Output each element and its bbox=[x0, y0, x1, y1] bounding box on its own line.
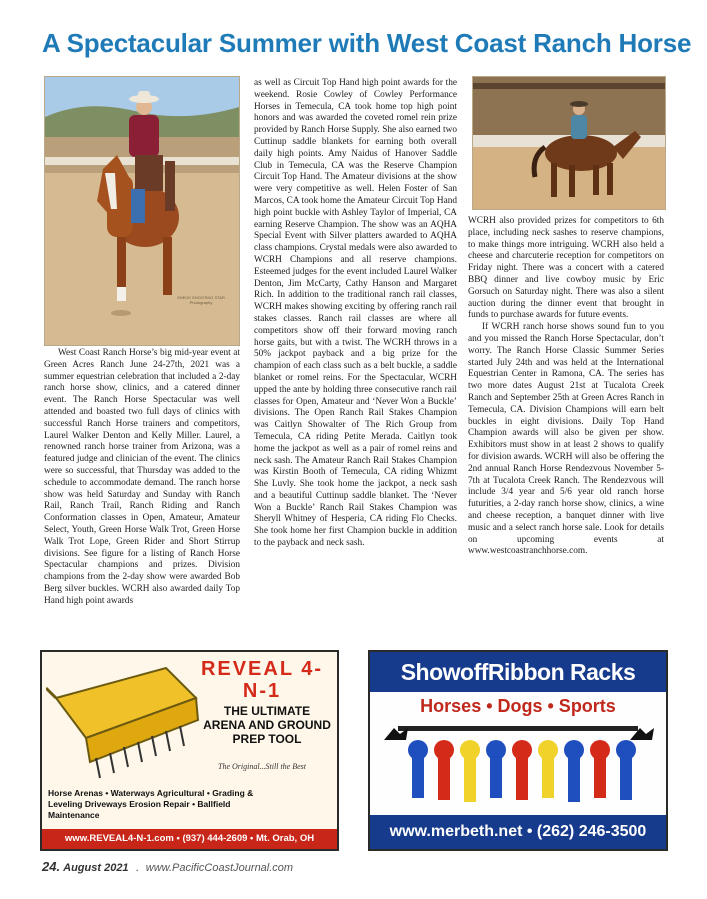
reveal-contact-link[interactable]: www.REVEAL4-N-1.com • (937) 444-2609 • Mt. Orab, OH bbox=[42, 829, 337, 849]
article-column-3 bbox=[468, 216, 664, 558]
reveal-services: Horse Arenas • Waterways Agricultural • Grading & Leveling Driveways Erosion Repair • Ballfield Maintenance bbox=[48, 788, 254, 820]
reveal-slogan: The Original...Still the Best bbox=[218, 762, 306, 771]
ribbon-rack-illustration bbox=[378, 720, 658, 812]
arena-photo bbox=[472, 76, 666, 210]
website-link[interactable]: www.PacificCoastJournal.com bbox=[145, 862, 294, 874]
showoff-subtitle: Horses • Dogs • Sports bbox=[420, 696, 616, 716]
reveal-tagline: THE ULTIMATE ARENA AND GROUND PREP TOOL bbox=[203, 704, 331, 746]
body-paragraph: West Coast Ranch Horse’s big mid-year event at Green Acres Ranch June 24-27th, 2021 was a summer equestrian celebration that included a 2-day ranch horse show, clinics, and a catered dinner event. The Ranch Horse Spectacular was well attended and boasted two full days of clinics with successful Ranch Horse trainers and competitors, Laurel Walker Denton and Kelly Miller. Laurel, a renowned ranch horse trainer from Arizona, was a featured judge and clinician of the event. The clinics were so successful, that Thursday was added to the schedule to accommodate demand. The ranch horse show was held Saturday and Sunday with Ranch Rail, Ranch Trail, Ranch Riding and Ranch Conformation classes in Open, Amateur, Amateur Select, Youth, Green Horse Walk Trot, Green Horse Walk Trot Lope, Green Rider and Short Stirrup divisions. See figure for a listing of Ranch Horse Spectacular champions and prizes. Division champions from the 2-day show were awarded Bob Berg silver buckles. WCRH also awarded daily Top Hand high point awards bbox=[44, 348, 240, 606]
showoff-title: ShowoffRibbon Racks bbox=[370, 652, 666, 692]
body-paragraph: If WCRH ranch horse shows sound fun to you and you missed the Ranch Horse Spectacular, don’t worry. The Ranch Horse Classic Summer Series started July 24th and was held at the International Equestrian Center in Ramona, CA. The series has two more dates August 21st at Tucalota Creek Ranch and September 25th at Green Acres Ranch in Temecula, CA. Division Champions will earn belt buckles in eight divisions. Daily Top Hand Champion awards will also be given per show. Exhibitors must show in at least 2 shows to qualify for division awards. WCRH will also be offering the 2nd annual Ranch Horse Rendezvous November 5-7th at Tucalota Creek Ranch. The Rendezvous will include 3/4 year and 5/6 year old ranch horse futurities, a 2-day ranch horse show, clinics, a wine and cheese reception, a banquet dinner with live music and a select ranch horse sale. Look for details on upcoming events at www.westcoastranchhorse.com. bbox=[468, 322, 664, 557]
article-headline: A Spectacular Summer with West Coast Ranch Horse bbox=[42, 28, 692, 58]
body-paragraph: as well as Circuit Top Hand high point awards for the weekend. Rosie Cowley of Cowley Performance Horses in Temecula, CA took home top high point honors and was awarded the coveted romel rein prize provided by Ranch Horse Supply. She also earned two Cuttinup saddle blankets for earning both overall daily high points. Amy Naidus of Hanover Saddle Club in Temecula, CA was the Reserve Champion Circuit Top Hand. The Amateur divisions at the show were very competitive as well. Helen Foster of San Marcos, CA took home the Amateur Circuit Top Hand high point buckle with Ashley Taylor of Imperial, CA earning Reserve Champion. The show was an AQHA Special Event with Silver platters awarded to AQHA class champions. Crystal medals were also awarded to WCRH Champions and all reserve champions. Esteemed judges for the event included Laurel Walker Denton, Jim McCarty, Cathy Hanson and Margaret Rich. In addition to the traditional ranch rail classes, WCRH makes showing exciting by offering ranch rail stakes classes. Ranch rail classes are where all competitors show off their forward moving ranch horse gaits, but with a twist. The WCRH throws in a 50% jackpot payback and a big prize for the champion of each class such as a belt buckle, a saddle blanket or romel reins. For the Spectacular, WCRH upped the ante by holding three consecutive ranch rail classes for Open, Amateur and ‘Never Won a Buckle’ divisions. The Open Ranch Rail Stakes Champion was Caitlyn Showalter of The Rich Group from Temecula, CA riding Petite Merada. Caitlyn took home the jackpot as well as a pair of romel reins and neck sash. The Amateur Ranch Rail Stakes Champion was Kirstin Booth of Temecula, CA riding Whizmt She Luvly. She took home the jackpot, a neck sash and a beautiful Cuttinup saddle blanket. The ‘Never Won a Buckle’ Ranch Rail Stakes Champion was Sheryll Whitney of Hesperia, CA riding Flo Checks. She took home her first Champion buckle in addition to the payback and neck sash. bbox=[254, 78, 457, 549]
issue-date: August 2021 bbox=[63, 862, 129, 874]
article-column-2 bbox=[254, 78, 457, 550]
body-paragraph: WCRH also provided prizes for competitors to 6th place, including neck sashes to reserve champions, to make things more intriguing. WCRH also held a cheese and charcuterie reception for competitors on Friday night. There was a concert with a catered BBQ dinner and live cowboy music by Eric Gorsuch on Saturday night. There was also a silent auction during the dinner event that brought in funds to purchase awards for future events. bbox=[468, 216, 664, 321]
photo-credit: SHECK SHOOTING STAR Photography bbox=[177, 295, 225, 305]
page-number: 24. bbox=[42, 859, 61, 874]
article-column-1 bbox=[44, 348, 240, 608]
arena-illustration bbox=[473, 77, 665, 209]
rider-photo bbox=[44, 76, 240, 346]
showoff-contact-link[interactable]: www.merbeth.net • (262) 246-3500 bbox=[370, 815, 666, 849]
reveal-4n1-ad[interactable] bbox=[40, 650, 339, 851]
drag-equipment-illustration bbox=[46, 658, 206, 788]
page-footer bbox=[42, 859, 293, 874]
showoff-ribbon-racks-ad[interactable] bbox=[368, 650, 668, 851]
footer-separator: . bbox=[135, 862, 139, 874]
reveal-logo: REVEAL 4-N-1 bbox=[200, 658, 324, 702]
